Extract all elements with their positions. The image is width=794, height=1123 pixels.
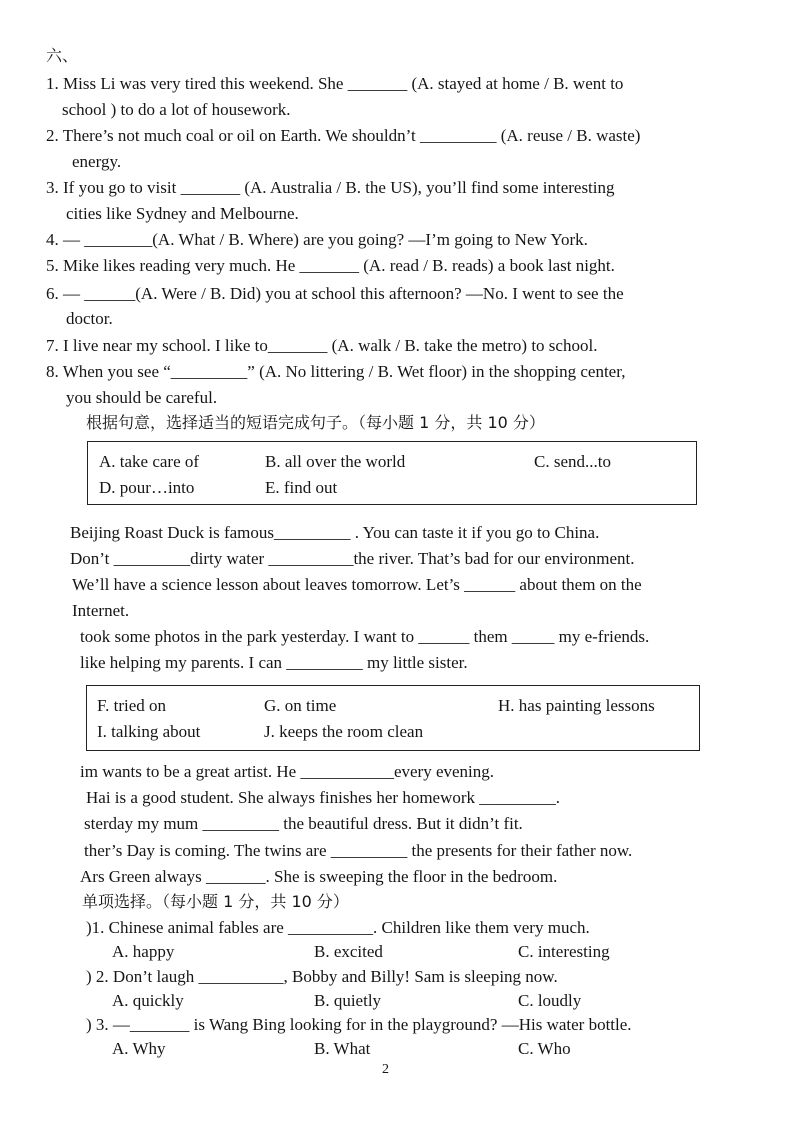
sentence-line: Internet. (72, 601, 130, 620)
phrase-option: I. talking about (97, 722, 201, 741)
page-number: 2 (382, 1062, 389, 1077)
choice-stem: )1. Chinese animal fables are __________. Children like them very much. (86, 918, 590, 937)
word-box-2 (86, 685, 700, 751)
question-line: 1. Miss Li was very tired this weekend. She _______ (A. stayed at home / B. went to (46, 74, 624, 93)
question-line: cities like Sydney and Melbourne. (66, 204, 299, 223)
question-line: doctor. (66, 309, 113, 328)
choice-option: B. quietly (314, 991, 382, 1010)
phrase-option: F. tried on (97, 696, 166, 715)
choice-option: A. Why (112, 1039, 166, 1058)
phrase-option: D. pour…into (99, 478, 195, 497)
phrase-option: C. send...to (534, 452, 611, 471)
choice-option: C. loudly (518, 991, 582, 1010)
phrase-option: E. find out (265, 478, 338, 497)
choice-stem: ) 3. —_______ is Wang Bing looking for in the playground? —His water bottle. (86, 1015, 632, 1034)
phrase-option: G. on time (264, 696, 337, 715)
question-line: 7. I live near my school. I like to_______ (A. walk / B. take the metro) to school. (46, 336, 598, 355)
section-instruction: 单项选择。（每小题 1 分，共 10 分） (82, 892, 349, 911)
sentence-line: We’ll have a science lesson about leaves tomorrow. Let’s ______ about them on the (72, 575, 642, 594)
choice-option: C. interesting (518, 942, 610, 961)
phrase-option: J. keeps the room clean (264, 722, 424, 741)
sentence-line: like helping my parents. I can _________ my little sister. (80, 653, 468, 672)
choice-option: B. excited (314, 942, 383, 961)
question-line: school ) to do a lot of housework. (62, 100, 291, 119)
phrase-option: H. has painting lessons (498, 696, 655, 715)
sentence-line: took some photos in the park yesterday. I want to ______ them _____ my e-friends. (80, 627, 650, 646)
sentence-line: Ars Green always _______. She is sweeping the floor in the bedroom. (80, 867, 558, 886)
question-line: 6. — ______(A. Were / B. Did) you at school this afternoon? —No. I went to see the (46, 284, 624, 303)
question-line: 5. Mike likes reading very much. He _______ (A. read / B. reads) a book last night. (46, 256, 615, 275)
sentence-line: im wants to be a great artist. He ___________every evening. (80, 762, 495, 781)
sentence-line: Don’t _________dirty water __________the river. That’s bad for our environment. (70, 549, 635, 568)
question-line: energy. (72, 152, 122, 171)
choice-option: A. quickly (112, 991, 184, 1010)
choice-option: C. Who (518, 1039, 571, 1058)
question-line: you should be careful. (66, 388, 218, 407)
sentence-line: Hai is a good student. She always finishes her homework _________. (86, 788, 561, 807)
section-instruction: 根据句意，选择适当的短语完成句子。（每小题 1 分，共 10 分） (86, 413, 545, 432)
sentence-line: Beijing Roast Duck is famous_________ . You can taste it if you go to China. (70, 523, 600, 542)
choice-stem: ) 2. Don’t laugh __________, Bobby and Billy! Sam is sleeping now. (86, 967, 558, 986)
question-line: 3. If you go to visit _______ (A. Australia / B. the US), you’ll find some interesting (46, 178, 615, 197)
question-line: 2. There’s not much coal or oil on Earth. We shouldn’t _________ (A. reuse / B. waste) (46, 126, 641, 145)
section-heading: 六、 (46, 46, 79, 65)
question-line: 8. When you see “_________” (A. No littering / B. Wet floor) in the shopping center, (46, 362, 626, 381)
choice-option: A. happy (112, 942, 175, 961)
choice-option: B. What (314, 1039, 371, 1058)
question-line: 4. — ________(A. What / B. Where) are you going? —I’m going to New York. (46, 230, 588, 249)
sentence-line: ther’s Day is coming. The twins are _________ the presents for their father now. (84, 841, 633, 860)
sentence-line: sterday my mum _________ the beautiful dress. But it didn’t fit. (84, 814, 523, 833)
phrase-option: A. take care of (99, 452, 200, 471)
phrase-option: B. all over the world (265, 452, 406, 471)
word-box-1 (87, 441, 697, 505)
